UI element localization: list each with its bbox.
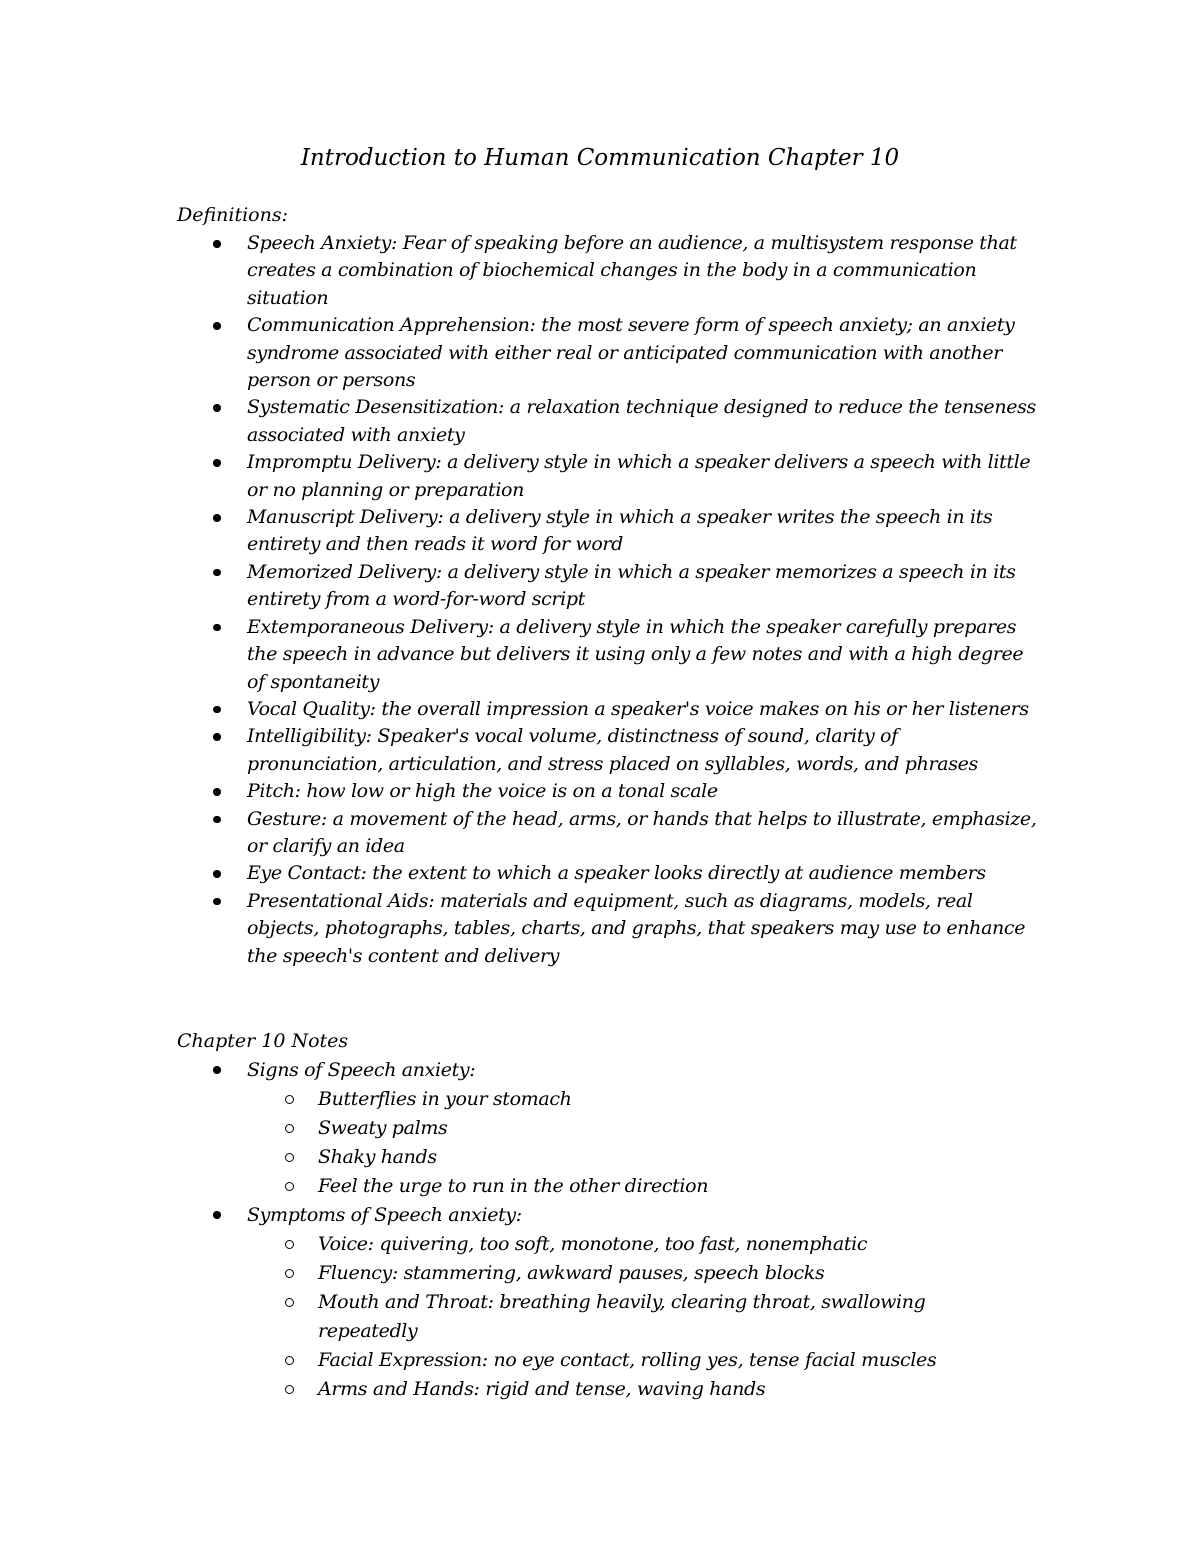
notes-subitem: Sweaty palms bbox=[247, 1114, 978, 1143]
notes-topic-label: Symptoms of Speech anxiety: bbox=[247, 1204, 522, 1226]
notes-subitem: Facial Expression: no eye contact, rolling yes, tense facial muscles bbox=[247, 1346, 978, 1375]
definition-item: Eye Contact: the extent to which a speaker looks directly at audience members bbox=[0, 860, 1037, 887]
definition-item: Impromptu Delivery: a delivery style in which a speaker delivers a speech with little or no planning or preparation bbox=[0, 449, 1037, 504]
definition-item: Extemporaneous Delivery: a delivery style in which the speaker carefully prepares the speech in advance but delivers it using only a few notes and with a high degree of spontaneity bbox=[0, 614, 1037, 696]
notes-subitem: Mouth and Throat: breathing heavily, clearing throat, swallowing repeatedly bbox=[247, 1288, 978, 1346]
definition-item: Memorized Delivery: a delivery style in which a speaker memorizes a speech in its entirety from a word-for-word script bbox=[0, 559, 1037, 614]
definitions-heading: Definitions: bbox=[177, 204, 289, 226]
notes-subitem: Fluency: stammering, awkward pauses, speech blocks bbox=[247, 1259, 978, 1288]
definition-item: Intelligibility: Speaker's vocal volume, distinctness of sound, clarity of pronunciation, articulation, and stress placed on syllables, words, and phrases bbox=[0, 723, 1037, 778]
notes-subitem: Shaky hands bbox=[247, 1143, 978, 1172]
notes-list bbox=[0, 1056, 1037, 1404]
notes-sublist bbox=[247, 1085, 1037, 1201]
notes-subitem: Arms and Hands: rigid and tense, waving hands bbox=[247, 1375, 978, 1404]
definitions-list bbox=[0, 230, 1037, 970]
notes-subitem: Feel the urge to run in the other direction bbox=[247, 1172, 978, 1201]
definition-item: Systematic Desensitization: a relaxation technique designed to reduce the tenseness associated with anxiety bbox=[0, 394, 1037, 449]
notes-topic bbox=[0, 1056, 1037, 1201]
page-title: Introduction to Human Communication Chapter 10 bbox=[300, 145, 900, 171]
definition-item: Presentational Aids: materials and equipment, such as diagrams, models, real objects, photographs, tables, charts, and graphs, that speakers may use to enhance the speech's content and delivery bbox=[0, 888, 1037, 970]
definition-item: Communication Apprehension: the most severe form of speech anxiety; an anxiety syndrome associated with either real or anticipated communication with another person or persons bbox=[0, 312, 1037, 394]
notes-sublist bbox=[247, 1230, 1037, 1404]
notes-subitem: Butterflies in your stomach bbox=[247, 1085, 978, 1114]
notes-topic bbox=[0, 1201, 1037, 1404]
notes-subitem: Voice: quivering, too soft, monotone, too fast, nonemphatic bbox=[247, 1230, 978, 1259]
definition-item: Manuscript Delivery: a delivery style in which a speaker writes the speech in its entirety and then reads it word for word bbox=[0, 504, 1037, 559]
definition-item: Gesture: a movement of the head, arms, or hands that helps to illustrate, emphasize, or clarify an idea bbox=[0, 806, 1037, 861]
definition-item: Pitch: how low or high the voice is on a tonal scale bbox=[0, 778, 1037, 805]
notes-topic-label: Signs of Speech anxiety: bbox=[247, 1059, 476, 1081]
notes-heading: Chapter 10 Notes bbox=[177, 1030, 349, 1052]
definition-item: Speech Anxiety: Fear of speaking before an audience, a multisystem response that creates a combination of biochemical changes in the body in a communication situation bbox=[0, 230, 1037, 312]
definition-item: Vocal Quality: the overall impression a speaker's voice makes on his or her listeners bbox=[0, 696, 1037, 723]
